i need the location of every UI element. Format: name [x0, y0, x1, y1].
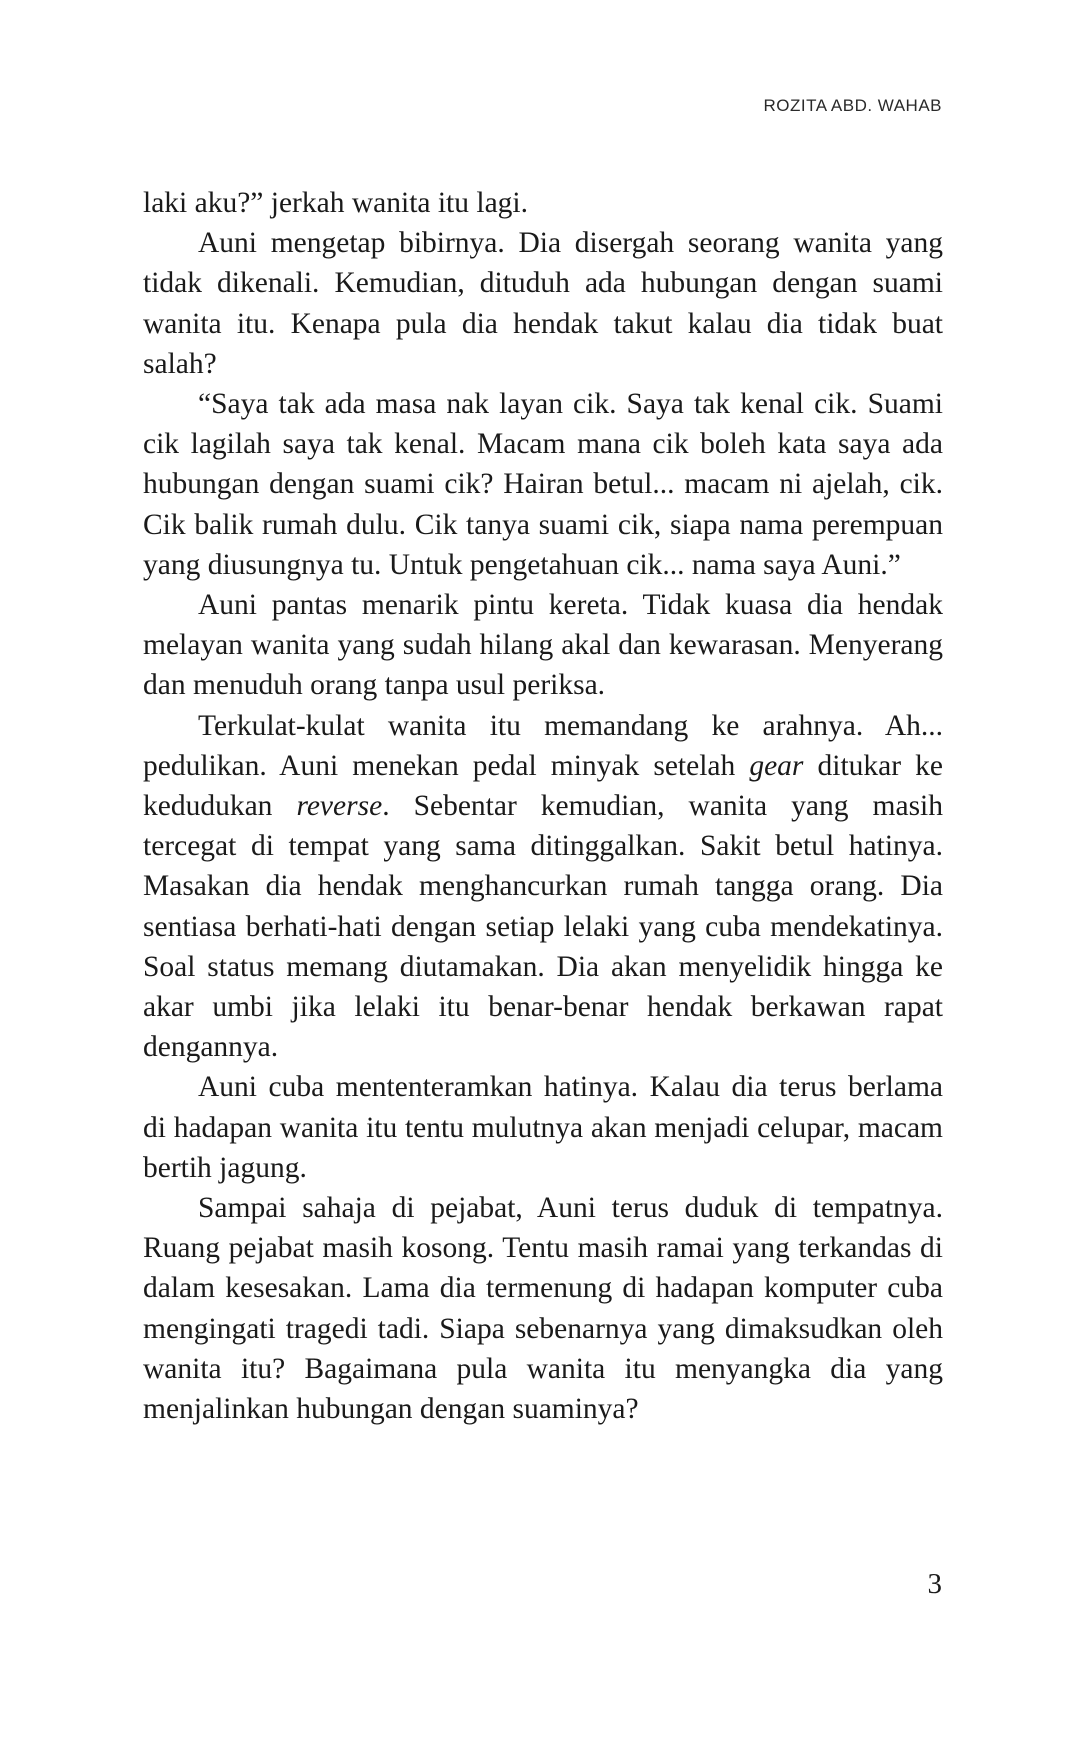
paragraph-6: Auni cuba mententeramkan hatinya. Kalau dia terus berlama di hadapan wanita itu tentu mulutnya akan menjadi celupar, macam bertih jagung.	[143, 1071, 943, 1184]
body-text	[143, 183, 943, 1429]
running-head: ROZITA ABD. WAHAB	[763, 96, 942, 115]
paragraph-3: “Saya tak ada masa nak layan cik. Saya tak kenal cik. Suami cik lagilah saya tak kenal. Macam mana cik boleh kata saya ada hubungan dengan suami cik? Hairan betul... macam ni ajelah, cik. Cik balik rumah dulu. Cik tanya suami cik, siapa nama perempuan yang diusungnya tu. Untuk pengetahuan cik... nama saya Auni.”	[143, 388, 943, 581]
paragraph-5-part-2: ditukar ke kedudukan	[143, 749, 943, 823]
paragraph-2: Auni mengetap bibirnya. Dia disergah seorang wanita yang tidak dikenali. Kemudian, dituduh ada hubungan dengan suami wanita itu. Kenapa pula dia hendak takut kalau dia tidak buat salah?	[143, 227, 943, 380]
paragraph-5-italic-reverse: reverse	[296, 790, 383, 823]
paragraph-7: Sampai sahaja di pejabat, Auni terus duduk di tempatnya. Ruang pejabat masih kosong. Tentu masih ramai yang terkandas di dalam kesesakan. Lama dia termenung di hadapan komputer cuba mengingati tragedi tadi. Siapa sebenarnya yang dimaksudkan oleh wanita itu? Bagaimana pula wanita itu menyangka dia yang menjalinkan hubungan dengan suaminya?	[143, 1192, 943, 1426]
paragraph-5-part-3: . Sebentar kemudian, wanita yang masih tercegat di tempat yang sama ditinggalkan. Sakit betul hatinya. Masakan dia hendak menghancurkan rumah tangga orang. Dia sentiasa berhati-hati dengan setiap lelaki yang cuba mendekatinya. Soal status memang diutamakan. Dia akan menyelidik hingga ke akar umbi jika lelaki itu benar-benar hendak berkawan rapat dengannya.	[143, 790, 943, 1064]
paragraph-5-italic-gear: gear	[749, 749, 804, 782]
paragraph-5	[143, 706, 943, 1068]
page-number: 3	[927, 1568, 942, 1600]
paragraph-1: laki aku?” jerkah wanita itu lagi.	[143, 187, 528, 219]
paragraph-4: Auni pantas menarik pintu kereta. Tidak kuasa dia hendak melayan wanita yang sudah hilang akal dan kewarasan. Menyerang dan menuduh orang tanpa usul periksa.	[143, 589, 943, 702]
paragraph-5-part-1: Terkulat-kulat wanita itu memandang ke arahnya. Ah... pedulikan. Auni menekan pedal minyak setelah	[143, 709, 943, 782]
